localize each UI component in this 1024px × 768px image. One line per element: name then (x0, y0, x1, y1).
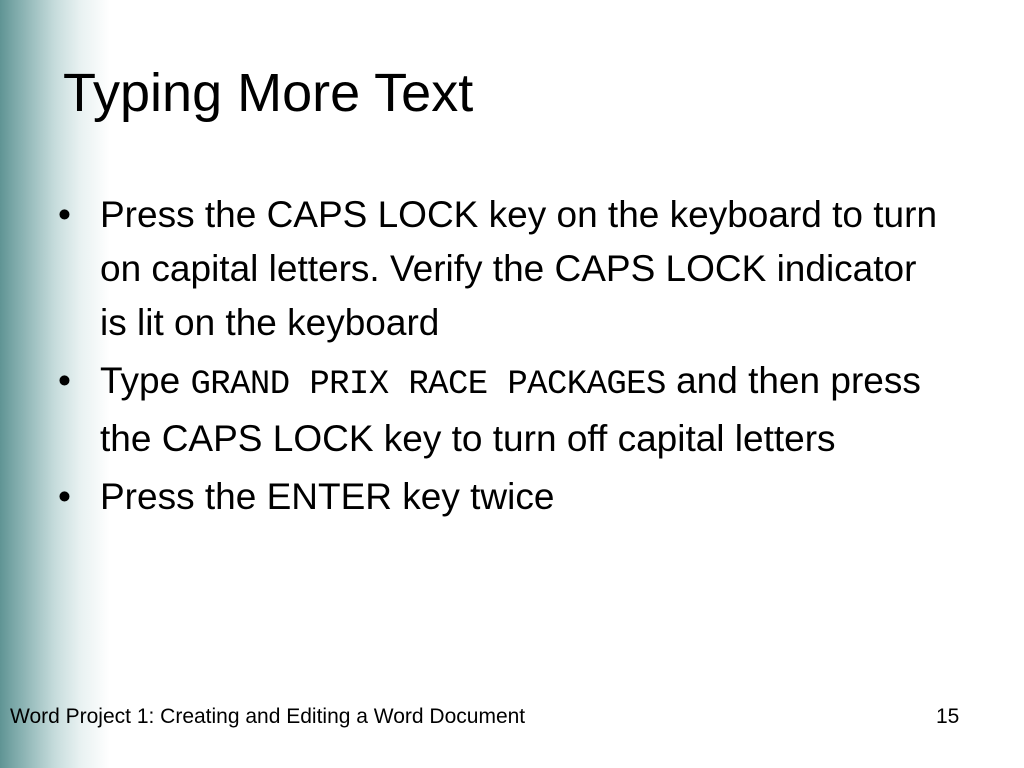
bullet-icon: • (58, 476, 71, 517)
bullet-icon: • (58, 360, 71, 401)
bullet-list (58, 188, 978, 528)
bullet-prefix: Type (100, 360, 181, 401)
bullet-item-type-text (58, 354, 980, 466)
typed-text-sample: GRAND PRIX RACE PACKAGES (190, 366, 666, 404)
footer-title: Word Project 1: Creating and Editing a Word Document (10, 705, 526, 728)
bullet-text (100, 354, 980, 466)
page-number: 15 (936, 705, 960, 728)
bullet-text: Press the ENTER key twice (100, 476, 555, 517)
bullet-icon: • (58, 194, 71, 235)
bullet-item-enter (58, 470, 978, 524)
bullet-item-caps-lock (58, 188, 940, 350)
bullet-text: Press the CAPS LOCK key on the keyboard to turn on capital letters. Verify the CAPS LOCK indicator is lit on the keyboard (100, 194, 938, 343)
slide-title: Typing More Text (63, 63, 474, 123)
bullet-suffix: and then press the CAPS LOCK key to turn off capital letters (100, 360, 921, 459)
